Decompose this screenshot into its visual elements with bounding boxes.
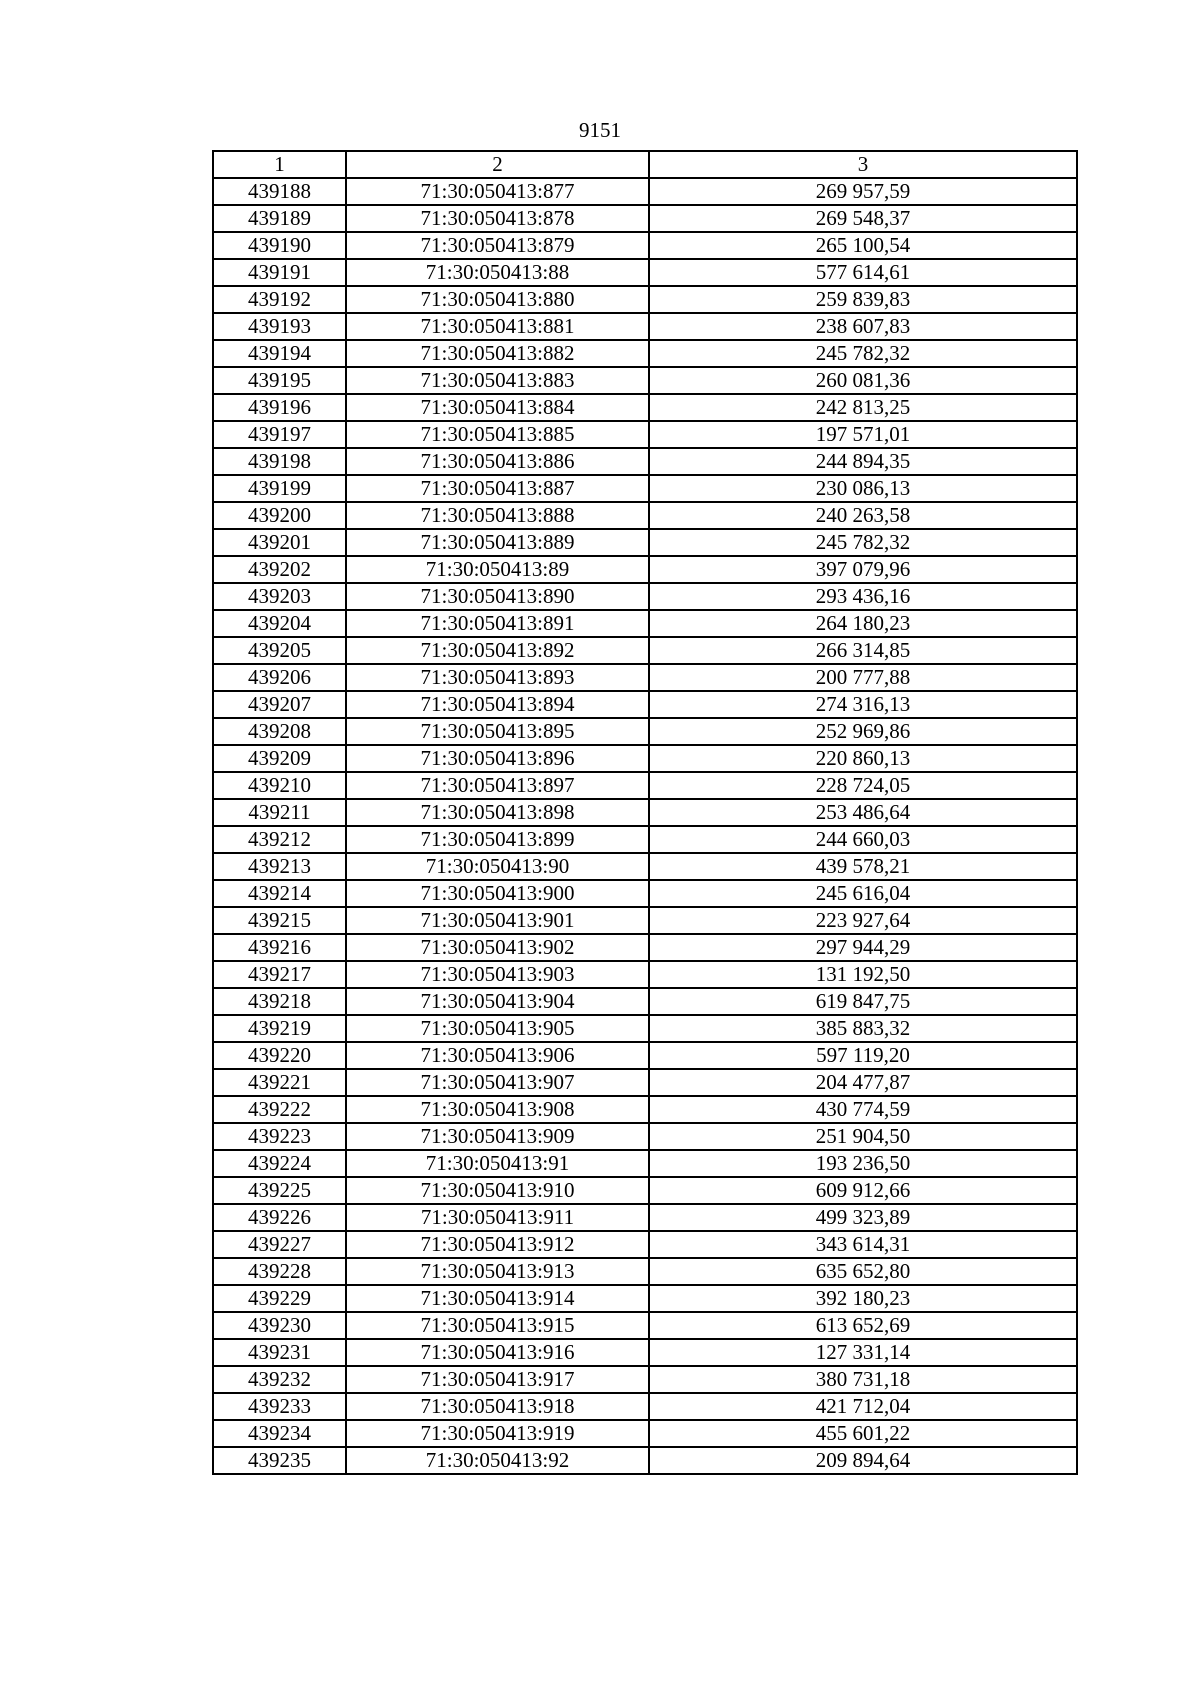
table-row — [213, 583, 1077, 610]
row-number-cell: 439194 — [213, 340, 346, 367]
header-col-1: 1 — [213, 151, 346, 178]
table-row — [213, 1042, 1077, 1069]
table-row — [213, 1339, 1077, 1366]
cadastral-value-cell: 297 944,29 — [649, 934, 1077, 961]
row-number-cell: 439208 — [213, 718, 346, 745]
cadastral-number-cell: 71:30:050413:897 — [346, 772, 649, 799]
table-row — [213, 1312, 1077, 1339]
cadastral-value-cell: 244 660,03 — [649, 826, 1077, 853]
cadastral-value-cell: 245 782,32 — [649, 340, 1077, 367]
table-row — [213, 1393, 1077, 1420]
row-number-cell: 439200 — [213, 502, 346, 529]
row-number-cell: 439201 — [213, 529, 346, 556]
cadastral-value-cell: 265 100,54 — [649, 232, 1077, 259]
cadastral-number-cell: 71:30:050413:901 — [346, 907, 649, 934]
cadastral-number-cell: 71:30:050413:905 — [346, 1015, 649, 1042]
cadastral-number-cell: 71:30:050413:92 — [346, 1447, 649, 1474]
cadastral-number-cell: 71:30:050413:904 — [346, 988, 649, 1015]
table-row — [213, 1096, 1077, 1123]
table-header — [213, 151, 1077, 178]
table-row — [213, 475, 1077, 502]
table-row — [213, 259, 1077, 286]
table-row — [213, 1366, 1077, 1393]
cadastral-number-cell: 71:30:050413:903 — [346, 961, 649, 988]
cadastral-number-cell: 71:30:050413:886 — [346, 448, 649, 475]
cadastral-value-cell: 259 839,83 — [649, 286, 1077, 313]
row-number-cell: 439215 — [213, 907, 346, 934]
cadastral-value-cell: 230 086,13 — [649, 475, 1077, 502]
table-row — [213, 907, 1077, 934]
cadastral-value-cell: 228 724,05 — [649, 772, 1077, 799]
header-col-3: 3 — [649, 151, 1077, 178]
cadastral-number-cell: 71:30:050413:907 — [346, 1069, 649, 1096]
cadastral-number-cell: 71:30:050413:884 — [346, 394, 649, 421]
cadastral-number-cell: 71:30:050413:911 — [346, 1204, 649, 1231]
table-row — [213, 772, 1077, 799]
cadastral-number-cell: 71:30:050413:883 — [346, 367, 649, 394]
table-row — [213, 988, 1077, 1015]
cadastral-value-cell: 455 601,22 — [649, 1420, 1077, 1447]
cadastral-value-cell: 613 652,69 — [649, 1312, 1077, 1339]
cadastral-value-cell: 264 180,23 — [649, 610, 1077, 637]
row-number-cell: 439230 — [213, 1312, 346, 1339]
cadastral-value-cell: 439 578,21 — [649, 853, 1077, 880]
row-number-cell: 439224 — [213, 1150, 346, 1177]
row-number-cell: 439204 — [213, 610, 346, 637]
cadastral-value-cell: 252 969,86 — [649, 718, 1077, 745]
cadastral-number-cell: 71:30:050413:910 — [346, 1177, 649, 1204]
cadastral-number-cell: 71:30:050413:880 — [346, 286, 649, 313]
cadastral-number-cell: 71:30:050413:91 — [346, 1150, 649, 1177]
cadastral-number-cell: 71:30:050413:90 — [346, 853, 649, 880]
cadastral-value-cell: 269 548,37 — [649, 205, 1077, 232]
cadastral-value-cell: 266 314,85 — [649, 637, 1077, 664]
cadastral-value-cell: 240 263,58 — [649, 502, 1077, 529]
table-row — [213, 1285, 1077, 1312]
cadastral-value-cell: 499 323,89 — [649, 1204, 1077, 1231]
row-number-cell: 439217 — [213, 961, 346, 988]
cadastral-number-cell: 71:30:050413:893 — [346, 664, 649, 691]
table-row — [213, 205, 1077, 232]
row-number-cell: 439189 — [213, 205, 346, 232]
table-row — [213, 799, 1077, 826]
cadastral-value-cell: 380 731,18 — [649, 1366, 1077, 1393]
cadastral-value-cell: 245 616,04 — [649, 880, 1077, 907]
cadastral-value-cell: 238 607,83 — [649, 313, 1077, 340]
cadastral-number-cell: 71:30:050413:918 — [346, 1393, 649, 1420]
table-row — [213, 286, 1077, 313]
table-row — [213, 178, 1077, 205]
row-number-cell: 439211 — [213, 799, 346, 826]
cadastral-value-cell: 430 774,59 — [649, 1096, 1077, 1123]
cadastral-number-cell: 71:30:050413:896 — [346, 745, 649, 772]
header-row — [213, 151, 1077, 178]
table-row — [213, 232, 1077, 259]
page-number: 9151 — [579, 118, 621, 142]
row-number-cell: 439219 — [213, 1015, 346, 1042]
table-row — [213, 934, 1077, 961]
cadastral-value-cell: 197 571,01 — [649, 421, 1077, 448]
cadastral-value-cell: 204 477,87 — [649, 1069, 1077, 1096]
cadastral-number-cell: 71:30:050413:882 — [346, 340, 649, 367]
cadastral-number-cell: 71:30:050413:900 — [346, 880, 649, 907]
cadastral-number-cell: 71:30:050413:908 — [346, 1096, 649, 1123]
cadastral-value-cell: 269 957,59 — [649, 178, 1077, 205]
table-row — [213, 718, 1077, 745]
row-number-cell: 439192 — [213, 286, 346, 313]
table-row — [213, 1069, 1077, 1096]
cadastral-number-cell: 71:30:050413:915 — [346, 1312, 649, 1339]
cadastral-value-cell: 609 912,66 — [649, 1177, 1077, 1204]
cadastral-number-cell: 71:30:050413:89 — [346, 556, 649, 583]
row-number-cell: 439223 — [213, 1123, 346, 1150]
cadastral-value-cell: 242 813,25 — [649, 394, 1077, 421]
row-number-cell: 439195 — [213, 367, 346, 394]
cadastral-value-cell: 385 883,32 — [649, 1015, 1077, 1042]
cadastral-number-cell: 71:30:050413:895 — [346, 718, 649, 745]
cadastral-value-cell: 421 712,04 — [649, 1393, 1077, 1420]
cadastral-value-cell: 200 777,88 — [649, 664, 1077, 691]
row-number-cell: 439203 — [213, 583, 346, 610]
cadastral-value-cell: 223 927,64 — [649, 907, 1077, 934]
table-row — [213, 853, 1077, 880]
row-number-cell: 439206 — [213, 664, 346, 691]
cadastral-number-cell: 71:30:050413:890 — [346, 583, 649, 610]
table-row — [213, 961, 1077, 988]
table-row — [213, 745, 1077, 772]
table-row — [213, 421, 1077, 448]
cadastral-number-cell: 71:30:050413:891 — [346, 610, 649, 637]
cadastral-number-cell: 71:30:050413:902 — [346, 934, 649, 961]
table-row — [213, 313, 1077, 340]
cadastral-value-cell: 619 847,75 — [649, 988, 1077, 1015]
cadastral-value-cell: 245 782,32 — [649, 529, 1077, 556]
cadastral-value-cell: 635 652,80 — [649, 1258, 1077, 1285]
cadastral-value-cell: 220 860,13 — [649, 745, 1077, 772]
cadastral-number-cell: 71:30:050413:894 — [346, 691, 649, 718]
row-number-cell: 439205 — [213, 637, 346, 664]
cadastral-number-cell: 71:30:050413:906 — [346, 1042, 649, 1069]
row-number-cell: 439221 — [213, 1069, 346, 1096]
cadastral-number-cell: 71:30:050413:877 — [346, 178, 649, 205]
table-row — [213, 394, 1077, 421]
table-row — [213, 1231, 1077, 1258]
cadastral-value-cell: 260 081,36 — [649, 367, 1077, 394]
cadastral-value-cell: 131 192,50 — [649, 961, 1077, 988]
table-row — [213, 610, 1077, 637]
row-number-cell: 439226 — [213, 1204, 346, 1231]
table-row — [213, 1420, 1077, 1447]
table-row — [213, 664, 1077, 691]
row-number-cell: 439214 — [213, 880, 346, 907]
row-number-cell: 439207 — [213, 691, 346, 718]
cadastral-value-cell: 251 904,50 — [649, 1123, 1077, 1150]
cadastral-value-cell: 397 079,96 — [649, 556, 1077, 583]
cadastral-number-cell: 71:30:050413:917 — [346, 1366, 649, 1393]
cadastral-number-cell: 71:30:050413:878 — [346, 205, 649, 232]
row-number-cell: 439193 — [213, 313, 346, 340]
cadastral-number-cell: 71:30:050413:913 — [346, 1258, 649, 1285]
row-number-cell: 439190 — [213, 232, 346, 259]
row-number-cell: 439188 — [213, 178, 346, 205]
table-row — [213, 1150, 1077, 1177]
table-row — [213, 502, 1077, 529]
cadastral-value-table — [212, 150, 1078, 1475]
row-number-cell: 439235 — [213, 1447, 346, 1474]
cadastral-number-cell: 71:30:050413:879 — [346, 232, 649, 259]
row-number-cell: 439225 — [213, 1177, 346, 1204]
table-row — [213, 1123, 1077, 1150]
row-number-cell: 439228 — [213, 1258, 346, 1285]
row-number-cell: 439199 — [213, 475, 346, 502]
cadastral-value-cell: 597 119,20 — [649, 1042, 1077, 1069]
cadastral-number-cell: 71:30:050413:88 — [346, 259, 649, 286]
cadastral-number-cell: 71:30:050413:909 — [346, 1123, 649, 1150]
table-row — [213, 448, 1077, 475]
cadastral-value-cell: 244 894,35 — [649, 448, 1077, 475]
row-number-cell: 439222 — [213, 1096, 346, 1123]
row-number-cell: 439196 — [213, 394, 346, 421]
cadastral-number-cell: 71:30:050413:914 — [346, 1285, 649, 1312]
row-number-cell: 439227 — [213, 1231, 346, 1258]
table-row — [213, 637, 1077, 664]
row-number-cell: 439209 — [213, 745, 346, 772]
row-number-cell: 439198 — [213, 448, 346, 475]
cadastral-value-cell: 253 486,64 — [649, 799, 1077, 826]
table-row — [213, 340, 1077, 367]
row-number-cell: 439212 — [213, 826, 346, 853]
row-number-cell: 439231 — [213, 1339, 346, 1366]
table-row — [213, 880, 1077, 907]
table-row — [213, 1015, 1077, 1042]
cadastral-number-cell: 71:30:050413:899 — [346, 826, 649, 853]
table-row — [213, 691, 1077, 718]
cadastral-number-cell: 71:30:050413:898 — [346, 799, 649, 826]
cadastral-number-cell: 71:30:050413:916 — [346, 1339, 649, 1366]
cadastral-value-cell: 343 614,31 — [649, 1231, 1077, 1258]
header-col-2: 2 — [346, 151, 649, 178]
row-number-cell: 439213 — [213, 853, 346, 880]
row-number-cell: 439232 — [213, 1366, 346, 1393]
table-body — [213, 178, 1077, 1474]
table-row — [213, 529, 1077, 556]
table-row — [213, 826, 1077, 853]
cadastral-value-cell: 127 331,14 — [649, 1339, 1077, 1366]
cadastral-number-cell: 71:30:050413:881 — [346, 313, 649, 340]
cadastral-number-cell: 71:30:050413:885 — [346, 421, 649, 448]
row-number-cell: 439220 — [213, 1042, 346, 1069]
table-row — [213, 1204, 1077, 1231]
cadastral-value-cell: 209 894,64 — [649, 1447, 1077, 1474]
cadastral-number-cell: 71:30:050413:912 — [346, 1231, 649, 1258]
cadastral-value-cell: 274 316,13 — [649, 691, 1077, 718]
table-row — [213, 556, 1077, 583]
cadastral-value-cell: 392 180,23 — [649, 1285, 1077, 1312]
row-number-cell: 439210 — [213, 772, 346, 799]
cadastral-value-cell: 577 614,61 — [649, 259, 1077, 286]
table-row — [213, 1447, 1077, 1474]
cadastral-number-cell: 71:30:050413:919 — [346, 1420, 649, 1447]
cadastral-number-cell: 71:30:050413:888 — [346, 502, 649, 529]
table-row — [213, 1177, 1077, 1204]
cadastral-number-cell: 71:30:050413:892 — [346, 637, 649, 664]
row-number-cell: 439216 — [213, 934, 346, 961]
table-row — [213, 367, 1077, 394]
row-number-cell: 439191 — [213, 259, 346, 286]
row-number-cell: 439229 — [213, 1285, 346, 1312]
row-number-cell: 439197 — [213, 421, 346, 448]
row-number-cell: 439234 — [213, 1420, 346, 1447]
cadastral-value-cell: 193 236,50 — [649, 1150, 1077, 1177]
row-number-cell: 439218 — [213, 988, 346, 1015]
cadastral-value-cell: 293 436,16 — [649, 583, 1077, 610]
row-number-cell: 439202 — [213, 556, 346, 583]
table-row — [213, 1258, 1077, 1285]
cadastral-number-cell: 71:30:050413:889 — [346, 529, 649, 556]
cadastral-number-cell: 71:30:050413:887 — [346, 475, 649, 502]
row-number-cell: 439233 — [213, 1393, 346, 1420]
